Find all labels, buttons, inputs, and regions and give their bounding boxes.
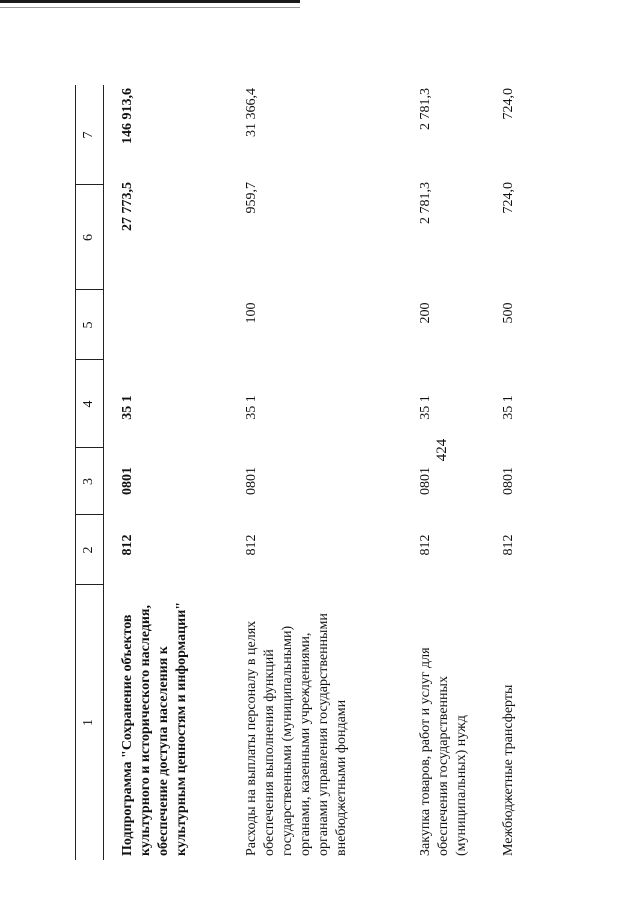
header-col-4: 4 xyxy=(81,400,96,408)
row-col-2: 812 xyxy=(120,534,135,556)
row-name: Расходы на выплаты персоналу в целях обеспечения выполнения функций государственными (муниципальными) органами, казенными учреждениями, органами управления государственными внебюджетными фондами xyxy=(244,613,349,856)
row-col-5: 200 xyxy=(418,302,433,324)
row-col-3: 0801 xyxy=(244,467,259,495)
header-col-2: 2 xyxy=(81,546,96,554)
header-col-3: 3 xyxy=(81,478,96,485)
row-col-5: 500 xyxy=(501,302,516,324)
row-col-4: 35 1 xyxy=(418,395,433,420)
row-col-7: 724,0 xyxy=(501,88,516,120)
row-col-3: 0801 xyxy=(418,467,433,495)
row-col-4: 35 1 xyxy=(244,395,259,420)
row-name: Межбюджетные трансферты xyxy=(501,684,516,856)
row-col-6: 2 781,3 xyxy=(418,182,433,224)
row-col-2: 812 xyxy=(244,534,259,556)
row-name: Закупка товаров, работ и услуг для обеспечения государственных (муниципальных) нужд xyxy=(418,647,469,856)
row-col-6: 27 773,5 xyxy=(120,182,135,231)
header-col-6: 6 xyxy=(81,234,96,241)
row-col-6: 959,7 xyxy=(244,182,259,214)
budget-table xyxy=(75,85,610,860)
row-col-7: 31 366,4 xyxy=(244,88,259,137)
row-col-6: 724,0 xyxy=(501,182,516,214)
header-col-1: 1 xyxy=(81,719,96,726)
header-bottom-line xyxy=(103,85,104,860)
row-col-2: 812 xyxy=(418,534,433,556)
scan-top-edge-thin xyxy=(0,7,300,8)
row-name: Подпрограмма "Сохранение объектов культурного и исторического наследия, обеспечение доступа населения к культурным ценностям и информации" xyxy=(120,601,189,856)
page-number: 424 xyxy=(434,438,450,462)
budget-table-rotated xyxy=(75,85,610,860)
row-col-7: 146 913,6 xyxy=(120,88,135,144)
row-col-7: 2 781,3 xyxy=(418,88,433,130)
scan-top-edge-thick xyxy=(0,0,300,3)
header-col-5: 5 xyxy=(81,321,96,329)
row-col-3: 0801 xyxy=(120,467,135,495)
row-col-2: 812 xyxy=(501,534,516,556)
header-col-7: 7 xyxy=(81,131,96,139)
row-col-4: 35 1 xyxy=(501,395,516,420)
row-col-4: 35 1 xyxy=(120,395,135,420)
row-col-3: 0801 xyxy=(501,467,516,495)
row-col-5: 100 xyxy=(244,302,259,324)
